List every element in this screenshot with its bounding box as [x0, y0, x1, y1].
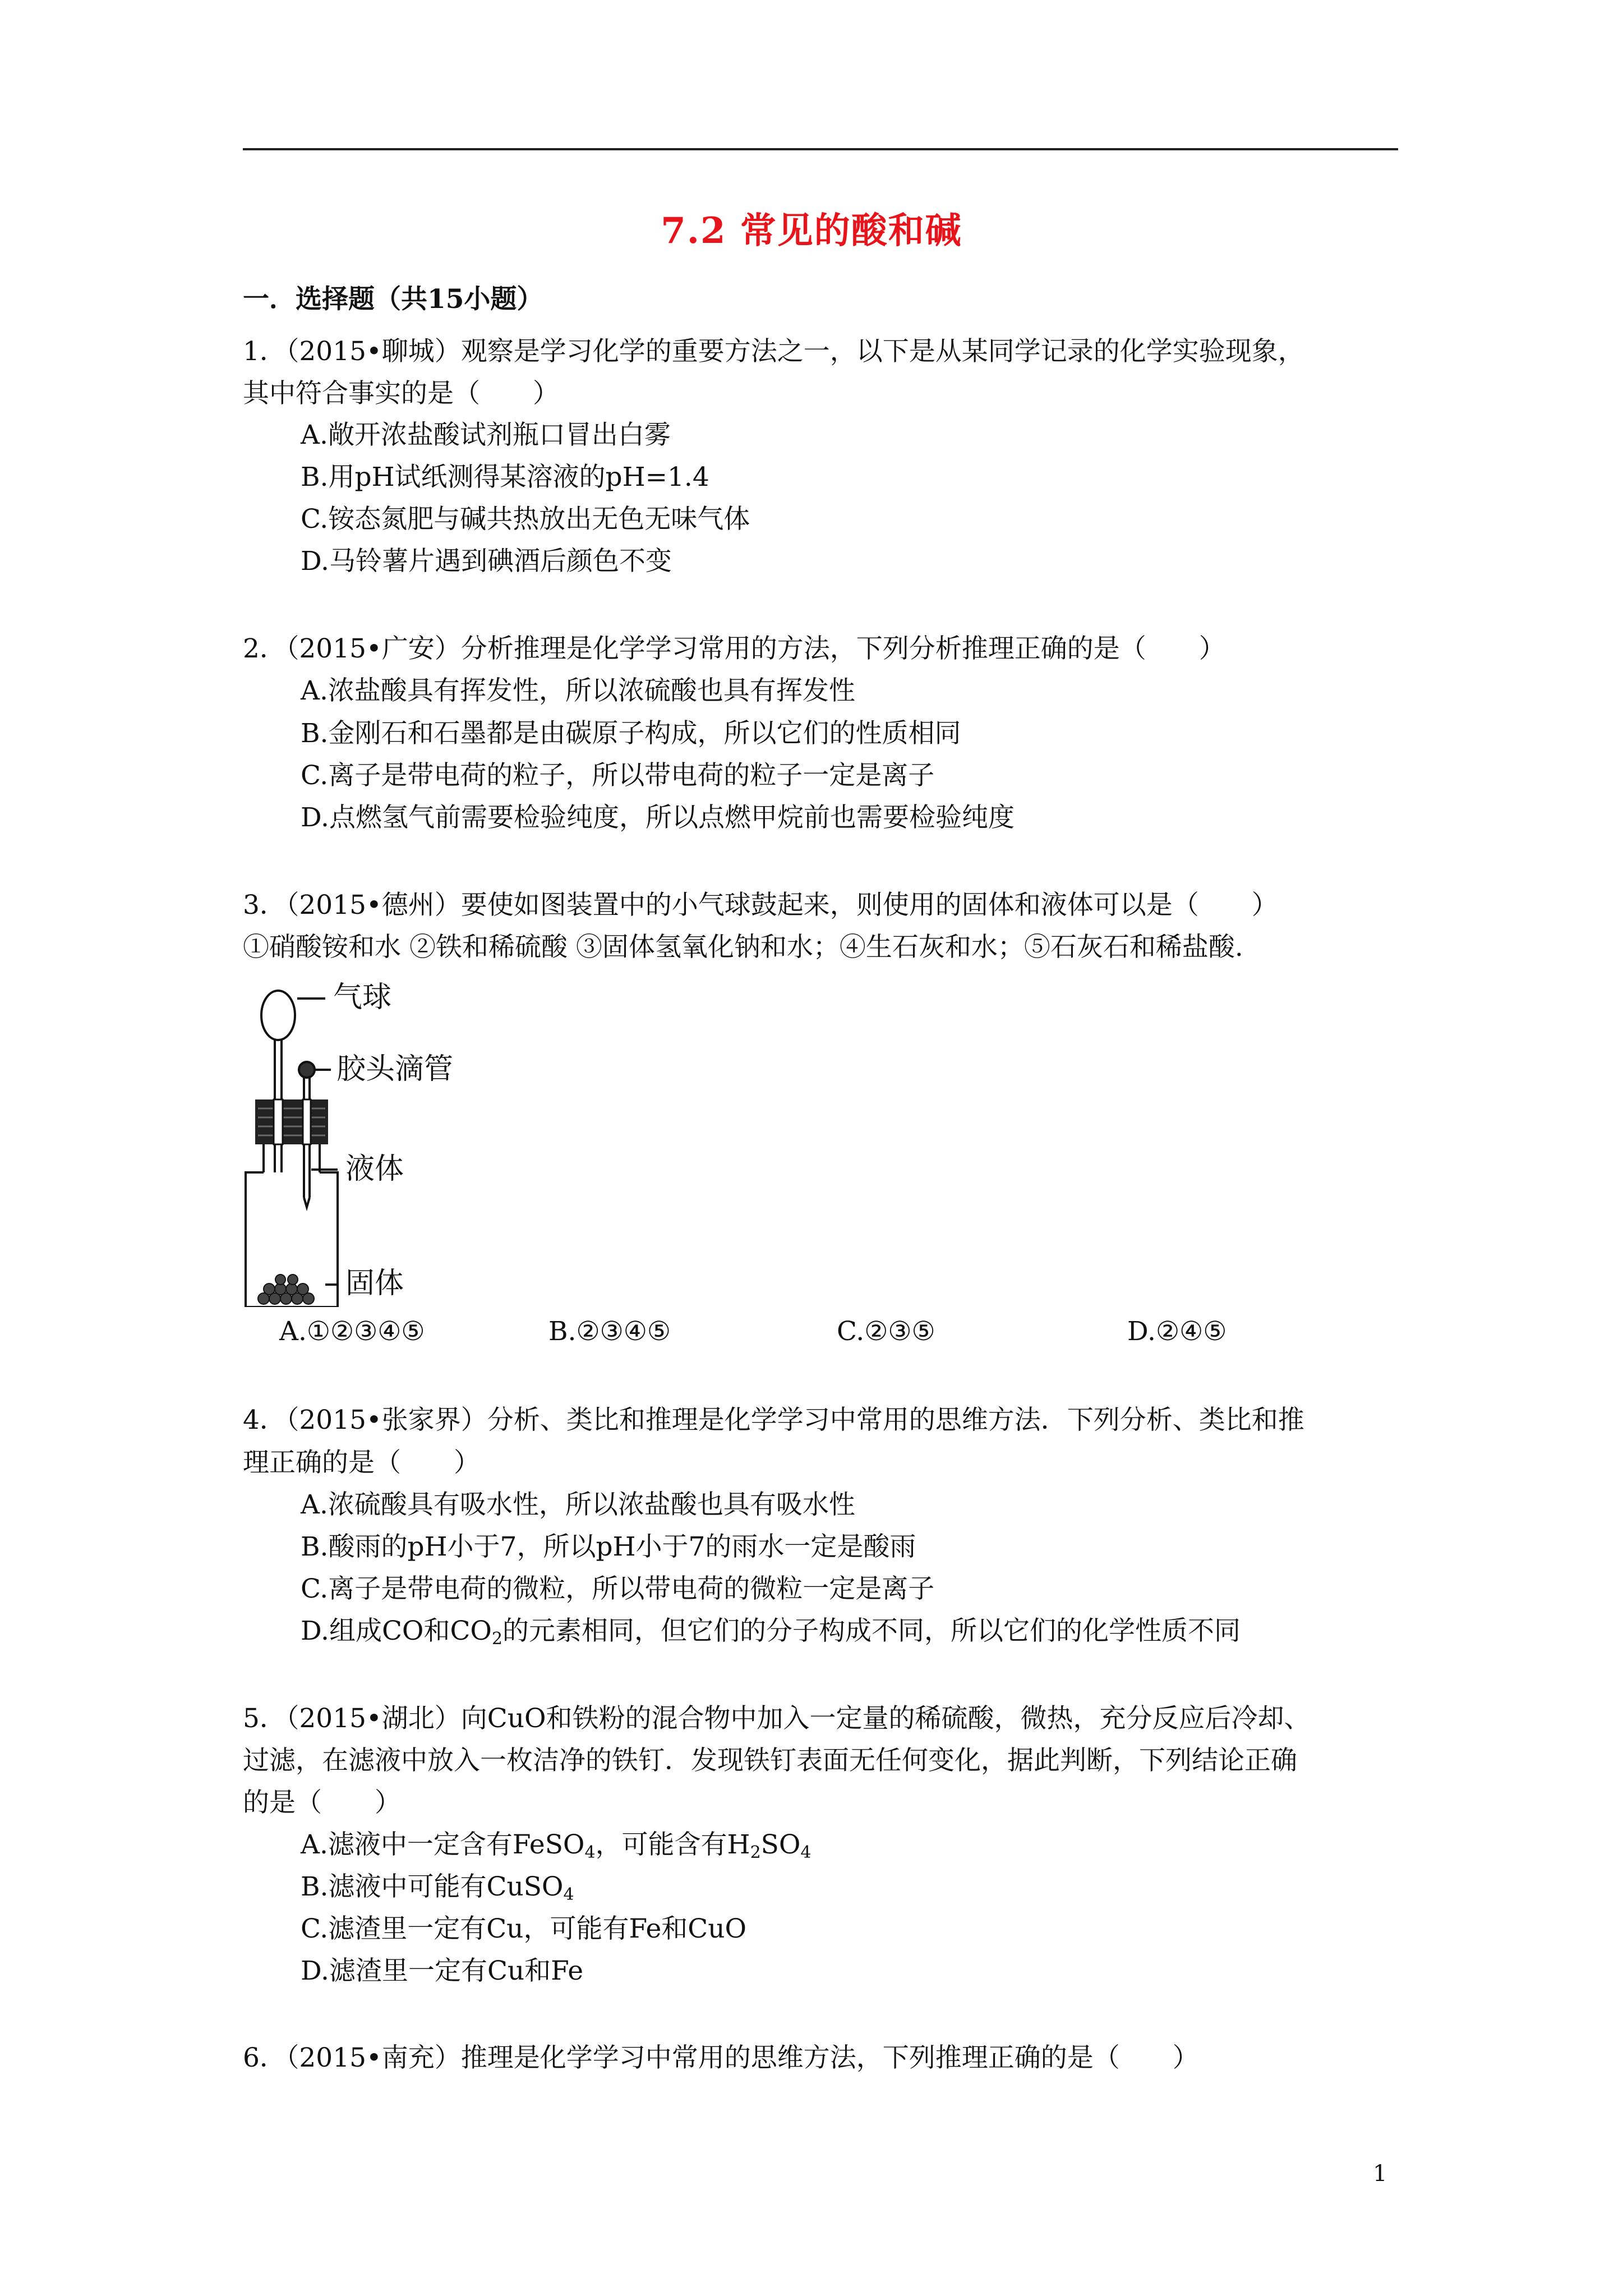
question-3-option-c: C.②③⑤: [837, 1316, 935, 1347]
question-5-option-d: D.滤渣里一定有Cu和Fe: [301, 1955, 584, 1986]
question-4-option-c: C.离子是带电荷的微粒，所以带电荷的微粒一定是离子: [301, 1573, 935, 1604]
question-4-option-b: B.酸雨的pH小于7，所以pH小于7的雨水一定是酸雨: [301, 1531, 916, 1562]
label-liquid: 液体: [345, 1152, 404, 1186]
question-2-option-b: B.金刚石和石墨都是由碳原子构成，所以它们的性质相同: [301, 718, 961, 749]
apparatus-diagram: [241, 976, 510, 1307]
rubber-stopper: [255, 1099, 328, 1144]
question-2-option-d: D.点燃氢气前需要检验纯度，所以点燃甲烷前也需要检验纯度: [301, 802, 1015, 833]
dropper-bulb: [299, 1062, 315, 1078]
question-5-option-c: C.滤渣里一定有Cu，可能有Fe和CuO: [301, 1913, 747, 1944]
section-heading: 一．选择题（共15小题）: [243, 284, 543, 315]
balloon-apparatus-figure: [241, 976, 510, 1307]
label-balloon: 气球: [333, 981, 392, 1014]
question-1-line-2: 其中符合事实的是（ ）: [243, 378, 559, 409]
question-5-line-2: 过滤，在滤液中放入一枚洁净的铁钉．发现铁钉表面无任何变化，据此判断，下列结论正确: [243, 1745, 1297, 1776]
question-2-line-1: 2．（2015•广安）分析推理是化学学习常用的方法，下列分析推理正确的是（ ）: [243, 633, 1225, 664]
question-4-option-a: A.浓硫酸具有吸水性，所以浓盐酸也具有吸水性: [301, 1489, 855, 1520]
question-3-line-2: ①硝酸铵和水 ②铁和稀硫酸 ③固体氢氧化钠和水；④生石灰和水；⑤石灰石和稀盐酸.: [243, 932, 1243, 963]
header-rule: [243, 148, 1398, 150]
question-3-line-1: 3．（2015•德州）要使如图装置中的小气球鼓起来，则使用的固体和液体可以是（ ）: [243, 890, 1278, 921]
question-5-option-a: A.滤液中一定含有FeSO$_4$，可能含有$H_2SO_4$: [301, 1829, 811, 1862]
label-solid: 固体: [345, 1267, 404, 1300]
question-5-line-3: 的是（ ）: [243, 1787, 401, 1818]
question-5-option-b: B.滤液中可能有CuSO$_4$: [301, 1871, 574, 1904]
question-1-option-d: D.马铃薯片遇到碘酒后颜色不变: [301, 546, 672, 577]
label-dropper: 胶头滴管: [336, 1052, 454, 1086]
question-1-option-c: C.铵态氮肥与碱共热放出无色无味气体: [301, 504, 750, 535]
solid-particles: [258, 1274, 314, 1304]
question-4-option-d: D.组成CO和$CO_2$的元素相同，但它们的分子构成不同，所以它们的化学性质不同: [301, 1616, 1241, 1649]
question-1-option-a: A.敞开浓盐酸试剂瓶口冒出白雾: [301, 420, 671, 450]
question-5-line-1: 5．（2015•湖北）向CuO和铁粉的混合物中加入一定量的稀硫酸，微热，充分反应后冷却、: [243, 1703, 1311, 1734]
question-4-line-2: 理正确的是（ ）: [243, 1447, 480, 1478]
question-3-option-b: B.②③④⑤: [548, 1316, 671, 1347]
question-4-line-1: 4．（2015•张家界）分析、类比和推理是化学学习中常用的思维方法．下列分析、类比和推: [243, 1405, 1304, 1435]
question-3-option-d: D.②④⑤: [1127, 1316, 1227, 1347]
question-2-option-c: C.离子是带电荷的粒子，所以带电荷的粒子一定是离子: [301, 760, 935, 791]
page-title: 7.2 常见的酸和碱: [661, 210, 962, 252]
question-2-option-a: A.浓盐酸具有挥发性，所以浓硫酸也具有挥发性: [301, 675, 855, 706]
balloon-shape: [261, 991, 295, 1040]
question-1-option-b: B.用pH试纸测得某溶液的pH=1.4: [301, 462, 709, 493]
question-6-line-1: 6．（2015•南充）推理是化学学习中常用的思维方法，下列推理正确的是（ ）: [243, 2042, 1199, 2073]
question-1-line-1: 1．（2015•聊城）观察是学习化学的重要方法之一，以下是从某同学记录的化学实验现象，: [243, 336, 1304, 367]
question-3-option-a: A.①②③④⑤: [279, 1316, 425, 1347]
page-number: 1: [1373, 2161, 1387, 2187]
